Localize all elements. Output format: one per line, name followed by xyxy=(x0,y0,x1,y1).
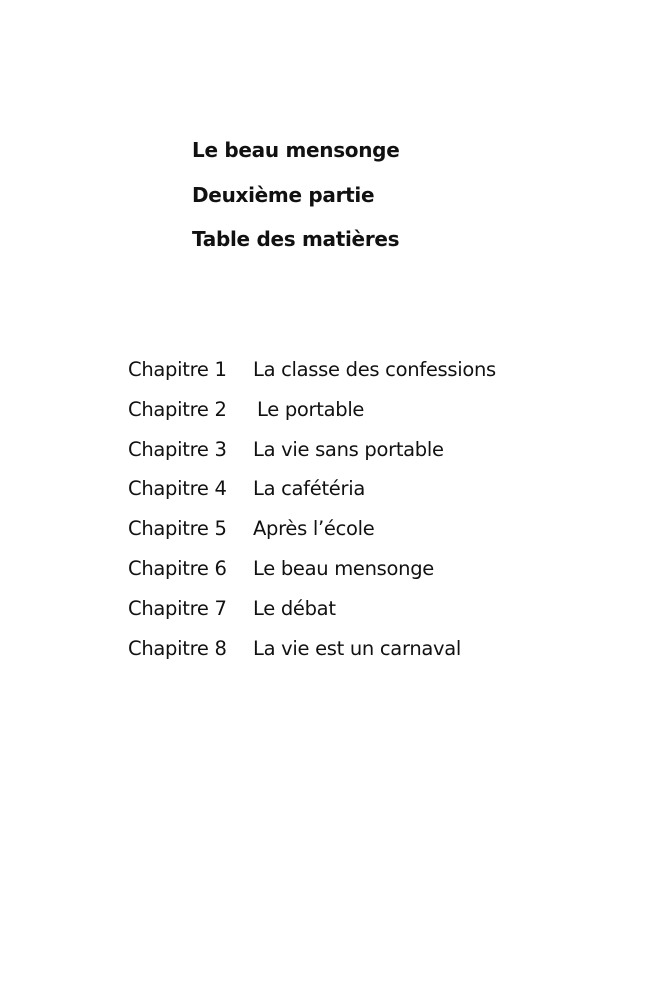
chapter-number: Chapitre 7 xyxy=(128,596,227,620)
chapter-title: La vie est un carnaval xyxy=(253,636,462,660)
chapter-number: Chapitre 3 xyxy=(128,437,227,461)
toc-entry-5 xyxy=(128,509,496,549)
chapter-title: La classe des confessions xyxy=(253,358,496,381)
table-of-contents xyxy=(128,350,496,668)
chapter-number: Chapitre 8 xyxy=(128,636,227,660)
chapter-number: Chapitre 6 xyxy=(128,556,227,580)
chapter-title: Le débat xyxy=(253,596,336,620)
section-title: Table des matières xyxy=(192,227,400,251)
part-title: Deuxième partie xyxy=(192,182,375,207)
toc-entry-3 xyxy=(128,430,496,470)
chapter-number: Chapitre 1 xyxy=(128,358,227,381)
book-title: Le beau mensonge xyxy=(192,138,400,162)
chapter-title: Le portable xyxy=(257,397,365,421)
toc-entry-6 xyxy=(128,549,496,589)
chapter-title: Après l’école xyxy=(253,517,375,541)
toc-entry-1 xyxy=(128,350,496,390)
chapter-number: Chapitre 4 xyxy=(128,477,227,501)
toc-entry-8 xyxy=(128,629,496,669)
chapter-title: La vie sans portable xyxy=(253,437,444,461)
toc-entry-2 xyxy=(128,390,496,430)
chapter-number: Chapitre 5 xyxy=(128,517,227,541)
title-block xyxy=(192,128,399,262)
chapter-title: Le beau mensonge xyxy=(253,556,434,580)
chapter-number: Chapitre 2 xyxy=(128,397,227,421)
chapter-title: La cafétéria xyxy=(253,477,365,501)
toc-entry-7 xyxy=(128,589,496,629)
toc-entry-4 xyxy=(128,469,496,509)
